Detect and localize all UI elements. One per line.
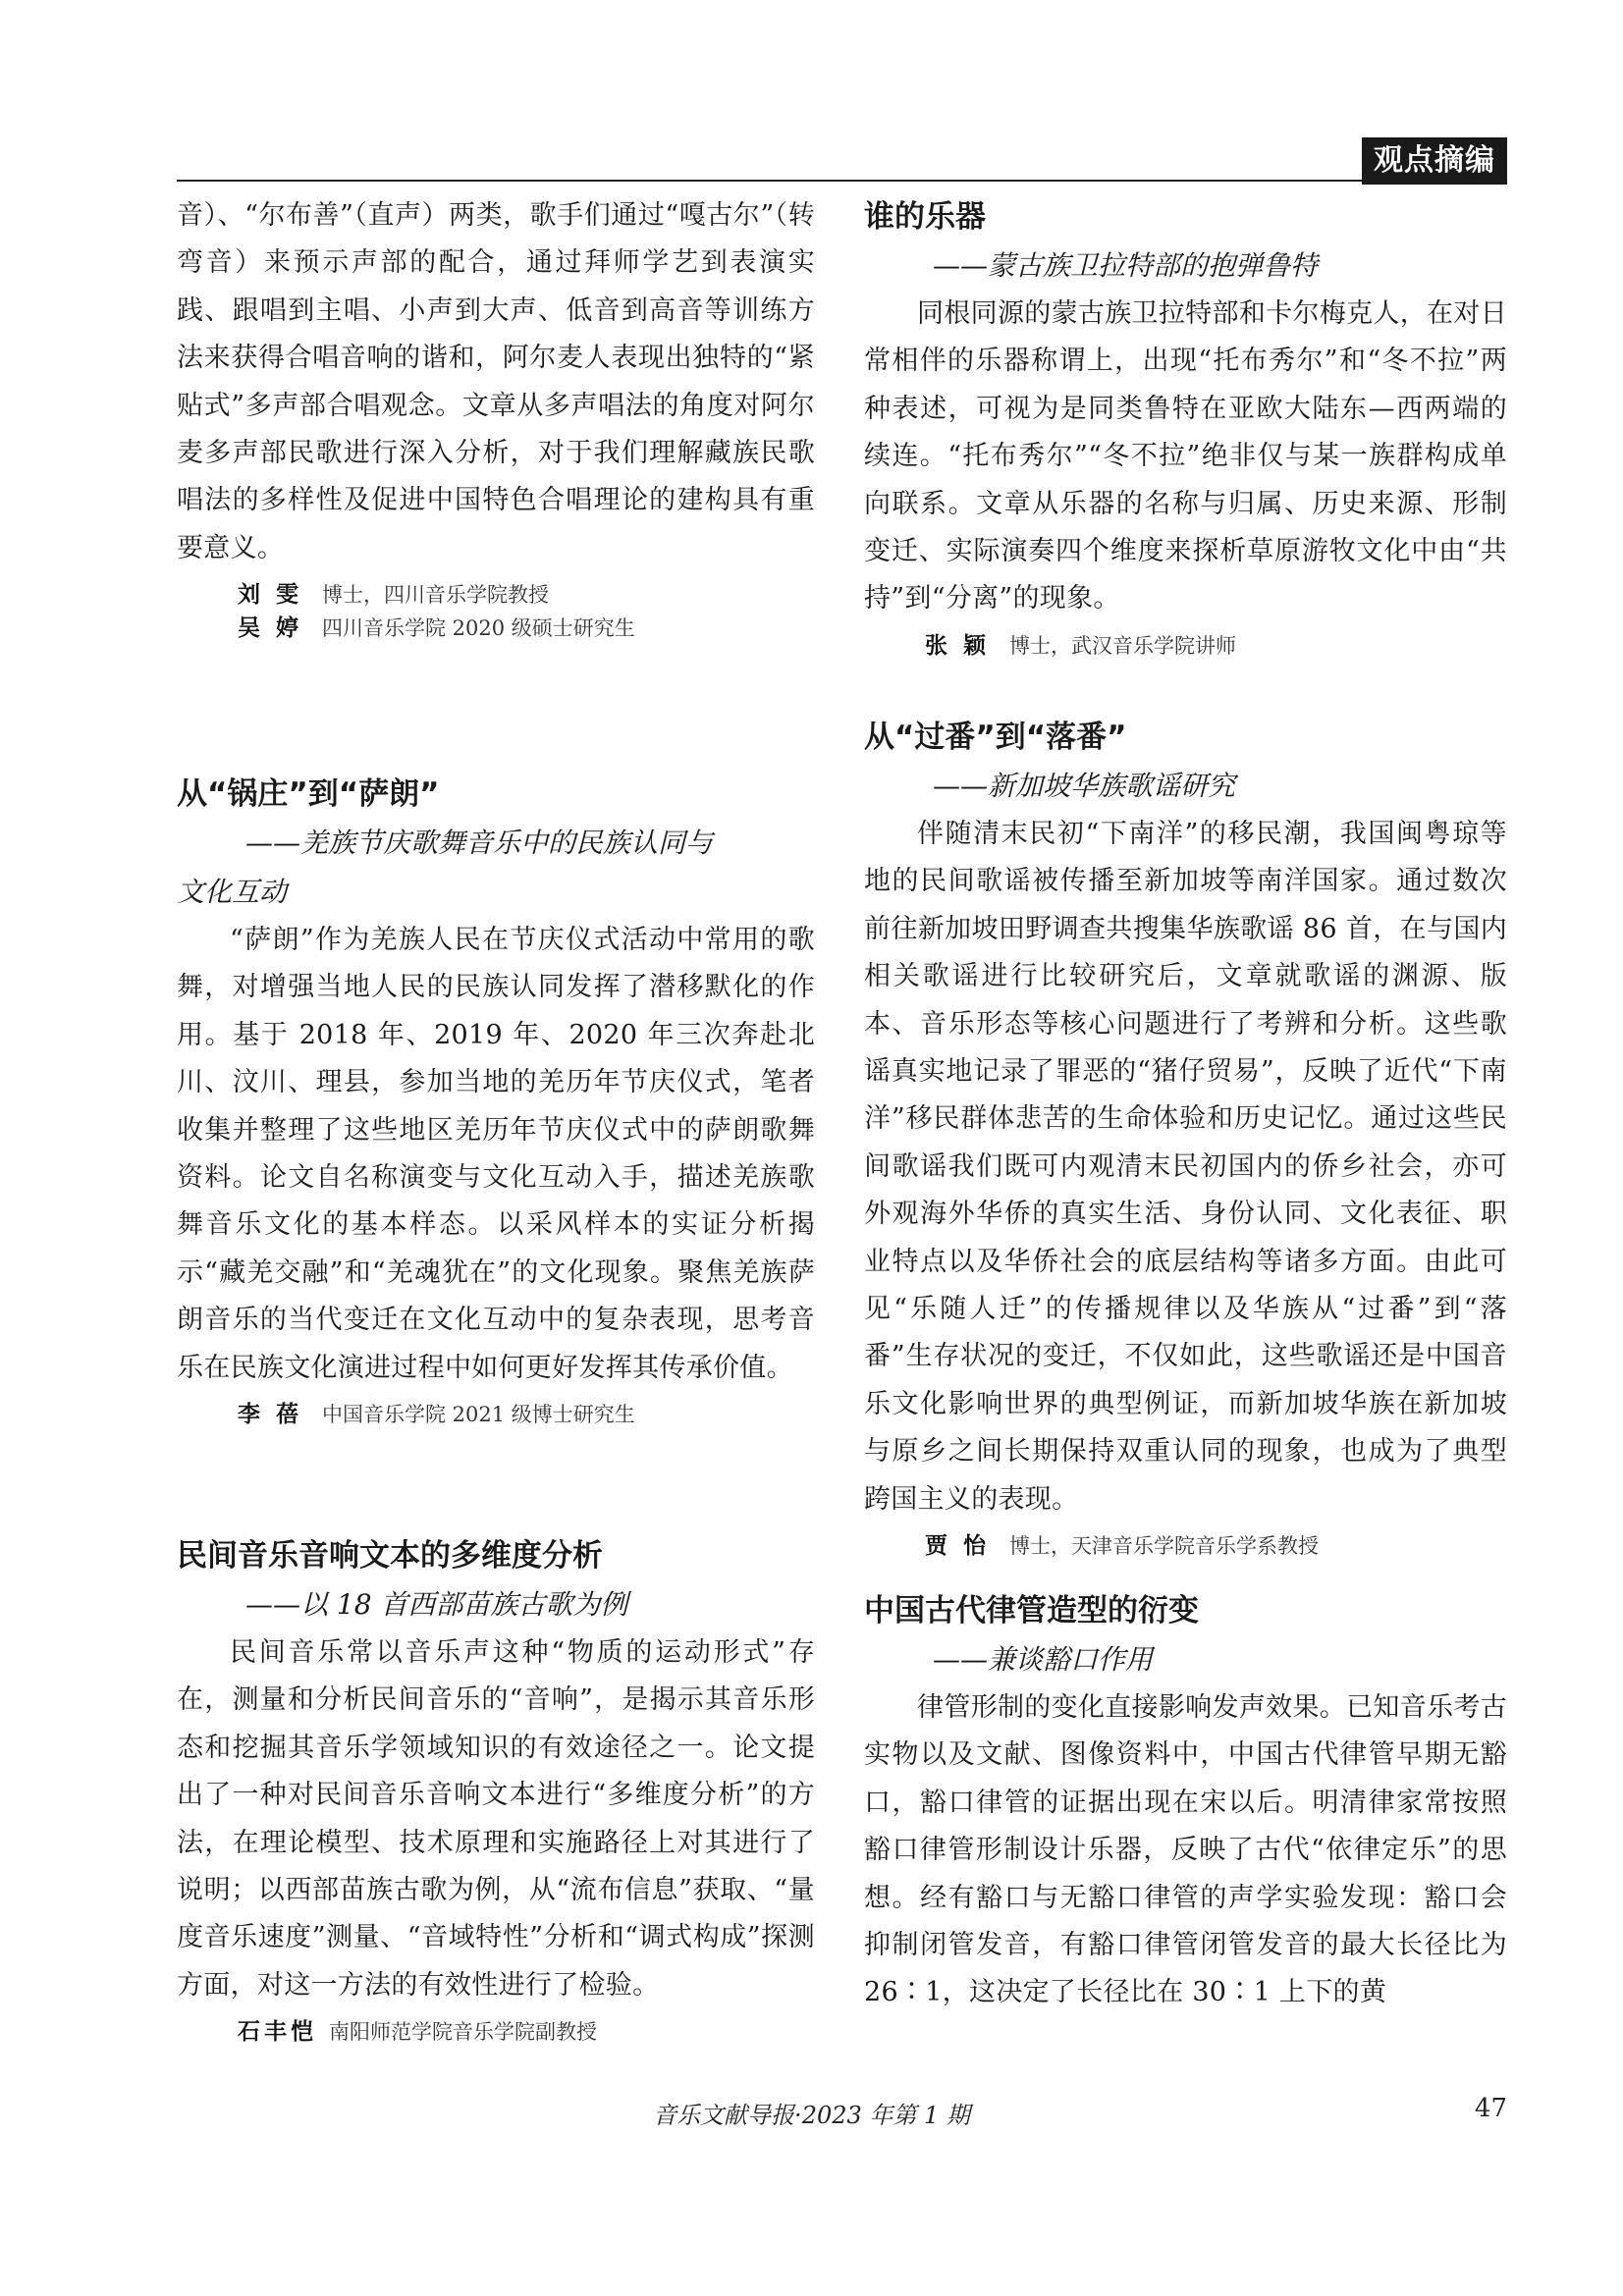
author-line <box>177 612 815 645</box>
article-body: 民间音乐常以音乐声这种“物质的运动形式”存在，测量和分析民间音乐的“音响”，是揭示其音乐形态和挖掘其音乐学领域知识的有效途径之一。论文提出了一种对民间音乐音响文本进行“多维度分析”的方法，在理论模型、技术原理和实施路径上对其进行了说明；以西部苗族古歌为例，从“流布信息”获取、“量度音乐速度”测量、“音域特性”分析和“调式构成”探测方面，对这一方法的有效性进行了检验。 <box>177 1637 815 2001</box>
page-number: 47 <box>1474 2094 1507 2123</box>
article-body: 律管形制的变化直接影响发声效果。已知音乐考古实物以及文献、图像资料中，中国古代律管早期无豁口，豁口律管的证据出现在宋以后。明清律家常按照豁口律管形制设计乐器，反映了古代“依律定乐”的思想。经有豁口与无豁口律管的声学实验发现：豁口会抑制闭管发音，有豁口律管闭管发音的最大长径比为 26∶1，这决定了长径比在 30∶1 上下的黄 <box>864 1692 1507 2008</box>
author-desc: 南阳师范学院音乐学院副教授 <box>329 2020 597 2045</box>
author-desc: 中国音乐学院 2021 级博士研究生 <box>322 1403 635 1427</box>
author-line <box>177 2015 815 2049</box>
article-guozhuang-salang <box>177 770 815 1531</box>
section-tag: 观点摘编 <box>1362 137 1507 185</box>
right-column <box>864 192 1507 2017</box>
article-subtitle: ——羌族节庆歌舞音乐中的民族认同与 <box>245 827 714 859</box>
article-body: 伴随清末民初“下南洋”的移民潮，我国闽粤琼等地的民间歌谣被传播至新加坡等南洋国家。通过数次前往新加坡田野调查共搜集华族歌谣 86 首，在与国内相关歌谣进行比较研究后，文章就歌谣的渊源、版本、音乐形态等核心问题进行了考辨和分析。这些歌谣真实地记录了罪恶的“猪仔贸易”，反映了近代“下南洋”移民群体悲苦的生命体验和历史记忆。通过这些民间歌谣我们既可内观清末民初国内的侨乡社会，亦可外观海外华侨的真实生活、身份认同、文化表征、职业特点以及华侨社会的底层结构等诸多方面。由此可见“乐随人迁”的传播规律以及华族从“过番”到“落番”生存状况的变迁，不仅如此，这些歌谣还是中国音乐文化影响世界的典型例证，而新加坡华族在新加坡与原乡之间长期保持双重认同的现象，也成为了典型跨国主义的表现。 <box>864 819 1507 1515</box>
article-subtitle: ——蒙古族卫拉特部的抱弹鲁特 <box>933 249 1319 282</box>
author-line <box>864 629 1507 663</box>
article-title: 从“锅庄”到“萨朗” <box>177 776 440 812</box>
article-title: 谁的乐器 <box>864 199 986 235</box>
left-column <box>177 192 815 2049</box>
article-subtitle-continued: 文化互动 <box>177 876 288 908</box>
article-body: 同根同源的蒙古族卫拉特部和卡尔梅克人，在对日常相伴的乐器称谓上，出现“托布秀尔”和“冬不拉”两种表述，可视为是同类鲁特在亚欧大陆东—西两端的续连。“托布秀尔”“冬不拉”绝非仅与某一族群构成单向联系。文章从乐器的名称与归属、历史来源、形制变迁、实际演奏四个维度来探析草原游牧文化中由“共持”到“分离”的现象。 <box>864 298 1507 614</box>
author-name: 张 颖 <box>925 632 991 659</box>
article-pitch-pipe <box>864 1586 1507 2017</box>
article-body: “萨朗”作为羌族人民在节庆仪式活动中常用的歌舞，对增强当地人民的民族认同发挥了潜移默化的作用。基于 2018 年、2019 年、2020 年三次奔赴北川、汶川、理县，参加当地的羌历年节庆仪式，笔者收集并整理了这些地区羌历年节庆仪式中的萨朗歌舞资料。论文自名称演变与文化互动入手，描述羌族歌舞音乐文化的基本样态。以采风样本的实证分析揭示“藏羌交融”和“羌魂犹在”的文化现象。聚焦羌族萨朗音乐的当代变迁在文化互动中的复杂表现，思考音乐在民族文化演进过程中如何更好发挥其传承价值。 <box>177 925 815 1383</box>
article-folk-music-analysis <box>177 1531 815 2049</box>
article-title: 民间音乐音响文本的多维度分析 <box>177 1538 603 1574</box>
article-subtitle: ——新加坡华族歌谣研究 <box>933 770 1236 802</box>
author-desc: 四川音乐学院 2020 级硕士研究生 <box>322 616 635 641</box>
article-body: 音）、“尔布善”（直声）两类，歌手们通过“嘎古尔”（转弯音）来预示声部的配合，通过拜师学艺到表演实践、跟唱到主唱、小声到大声、低音到高音等训练方法来获得合唱音响的谐和，阿尔麦人表现出独特的“紧贴式”多声部合唱观念。文章从多声唱法的角度对阿尔麦多声部民歌进行深入分析，对于我们理解藏族民歌唱法的多样性及促进中国特色合唱理论的建构具有重要意义。 <box>177 200 815 563</box>
author-name: 贾 怡 <box>925 1533 991 1560</box>
article-continued <box>177 192 815 770</box>
author-name: 李 蓓 <box>238 1402 303 1428</box>
article-title: 中国古代律管造型的衍变 <box>864 1593 1199 1629</box>
author-line <box>177 578 815 612</box>
author-line <box>864 1529 1507 1563</box>
article-whose-instrument <box>864 192 1507 713</box>
author-name: 吴 婷 <box>238 615 303 642</box>
author-desc: 博士，武汉音乐学院讲师 <box>1009 633 1236 658</box>
author-line <box>177 1398 815 1431</box>
header-rule <box>177 180 1507 182</box>
author-name: 刘 雯 <box>238 582 303 609</box>
author-name: 石丰恺 <box>238 2019 317 2046</box>
article-subtitle: ——以 18 首西部苗族古歌为例 <box>245 1588 628 1621</box>
author-desc: 博士，天津音乐学院音乐学系教授 <box>1009 1534 1319 1559</box>
author-desc: 博士，四川音乐学院教授 <box>322 583 549 608</box>
article-title: 从“过番”到“落番” <box>864 720 1127 755</box>
article-guofan-luofan <box>864 713 1507 1586</box>
journal-footer: 音乐文献导报·2023 年第 1 期 <box>653 2102 970 2129</box>
article-subtitle: ——兼谈豁口作用 <box>933 1643 1154 1676</box>
